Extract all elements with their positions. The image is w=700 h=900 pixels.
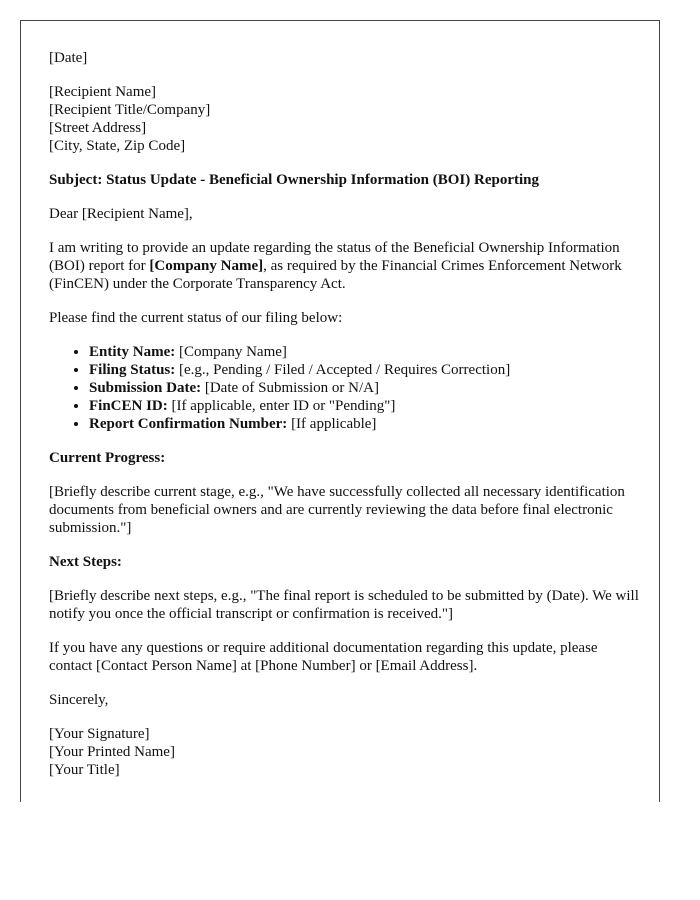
- status-item-submission-date: [89, 379, 639, 397]
- status-value: [If applicable]: [287, 416, 377, 432]
- status-label: FinCEN ID:: [89, 398, 168, 414]
- status-value: [e.g., Pending / Filed / Accepted / Requires Correction]: [175, 362, 511, 378]
- status-label: Report Confirmation Number:: [89, 416, 288, 432]
- letter-body: [49, 49, 639, 795]
- status-value: [Date of Submission or N/A]: [201, 380, 380, 396]
- printed-name-line: [Your Printed Name]: [49, 744, 175, 760]
- signature-block: [49, 725, 639, 779]
- recipient-city-state-zip: [City, State, Zip Code]: [49, 138, 186, 154]
- progress-paragraph: [Briefly describe current stage, e.g., "We have successfully collected all necessary identification documents from beneficial owners and are currently reviewing the data before final electronic submission."]: [49, 484, 625, 536]
- progress-heading: Current Progress:: [49, 450, 166, 466]
- status-intro: Please find the current status of our filing below:: [49, 310, 343, 326]
- status-label: Entity Name:: [89, 344, 176, 360]
- recipient-title-company: [Recipient Title/Company]: [49, 102, 211, 118]
- letter-page: [20, 20, 660, 802]
- status-label: Filing Status:: [89, 362, 176, 378]
- intro-text-after: , as required by the Financial Crimes Enforcement Network (FinCEN) under the Corporate Transparency Act.: [49, 258, 622, 292]
- intro-text-before: I am writing to provide an update regarding the status of the Beneficial Ownership Information (BOI) report for: [49, 240, 620, 274]
- status-item-fincen-id: [89, 397, 639, 415]
- status-list: [49, 343, 639, 433]
- subject-line: Subject: Status Update - Beneficial Ownership Information (BOI) Reporting: [49, 172, 539, 188]
- status-item-confirmation-number: [89, 415, 639, 433]
- letter-date: [Date]: [49, 50, 88, 66]
- next-steps-paragraph: [Briefly describe next steps, e.g., "The final report is scheduled to be submitted by (Date). We will notify you once the official transcript or confirmation is received."]: [49, 588, 639, 622]
- status-value: [Company Name]: [175, 344, 287, 360]
- intro-company-name: [Company Name]: [149, 258, 264, 274]
- status-item-entity-name: [89, 343, 639, 361]
- contact-paragraph: If you have any questions or require additional documentation regarding this update, please contact [Contact Person Name] at [Phone Number] or [Email Address].: [49, 640, 598, 674]
- closing: Sincerely,: [49, 692, 109, 708]
- recipient-address: [49, 83, 639, 155]
- signature-line: [Your Signature]: [49, 726, 150, 742]
- status-label: Submission Date:: [89, 380, 202, 396]
- next-steps-heading: Next Steps:: [49, 554, 122, 570]
- recipient-name: [Recipient Name]: [49, 84, 157, 100]
- salutation: Dear [Recipient Name],: [49, 206, 193, 222]
- title-line: [Your Title]: [49, 762, 120, 778]
- status-value: [If applicable, enter ID or "Pending"]: [167, 398, 396, 414]
- recipient-street: [Street Address]: [49, 120, 147, 136]
- status-item-filing-status: [89, 361, 639, 379]
- intro-paragraph: [49, 239, 639, 293]
